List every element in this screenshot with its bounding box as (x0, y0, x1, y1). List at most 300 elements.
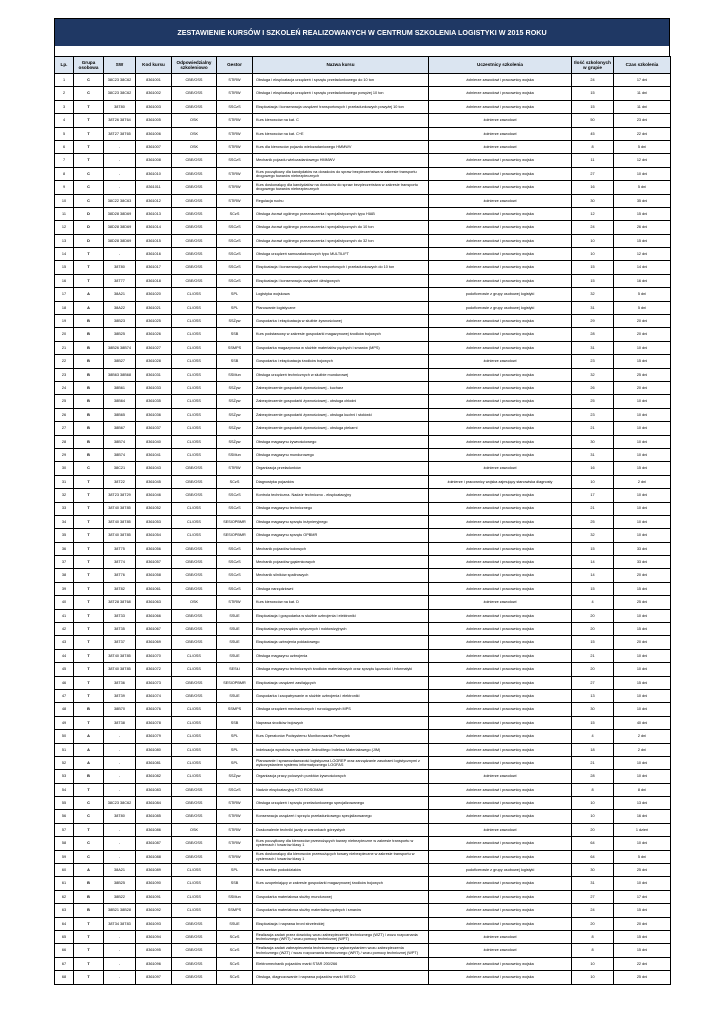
cell-gestor: SCzS (217, 957, 253, 970)
cell-nazwa: Obsługa, diagnozowanie i naprawa pojazdów marki IVECO (253, 971, 429, 984)
cell-grupa: B (74, 341, 104, 354)
cell-lp: 15 (55, 261, 74, 274)
cell-lp: 61 (55, 877, 74, 890)
cell-nazwa: Kurs doskonalący dla kierowców przewożących towary niebezpieczne w zakresie transportu w cysternach i towarów klasy 1 (253, 850, 429, 863)
cell-ilosc: 21 (572, 649, 614, 662)
cell-kod: 8361005 (136, 114, 172, 127)
cell-lp: 24 (55, 381, 74, 394)
table-row (55, 904, 671, 917)
cell-sw: - (104, 730, 136, 743)
cell-nazwa: Obsługa i eksploatacja urządzeń i sprzętu przeładunkowego do 10 ton (253, 74, 429, 87)
cell-czas: 17 dni (614, 890, 671, 903)
cell-kod: 8361095 (136, 944, 172, 957)
cell-gestor: SSCzS (217, 489, 253, 502)
cell-ilosc: 15 (572, 542, 614, 555)
cell-kod: 8361085 (136, 810, 172, 823)
cell-kod: 8361033 (136, 381, 172, 394)
cell-nazwa: Mechanik pojazdów gąsienicowych (253, 556, 429, 569)
cell-ilosc: 17 (572, 489, 614, 502)
cell-grupa: T (74, 114, 104, 127)
cell-sw: 38T40 38T85 (104, 649, 136, 662)
cell-gestor: SCzS (217, 971, 253, 984)
cell-grupa: T (74, 971, 104, 984)
cell-uczestnicy: żołnierze zawodowi i pracownicy wojska (429, 515, 572, 528)
cell-gestor: SESIOPBMR (217, 676, 253, 689)
cell-gestor: STIRW (217, 462, 253, 475)
cell-gestor: SPL (217, 301, 253, 314)
cell-grupa: T (74, 529, 104, 542)
cell-ilosc: 30 (572, 703, 614, 716)
cell-lp: 57 (55, 823, 74, 836)
cell-kod: 8361087 (136, 837, 172, 850)
cell-odpowiedzialny: CBE/OSS (172, 207, 217, 220)
cell-uczestnicy: żołnierze zawodowi i pracownicy wojska (429, 850, 572, 863)
cell-grupa: T (74, 154, 104, 167)
cell-grupa: B (74, 770, 104, 783)
cell-uczestnicy: żołnierze zawodowi i pracownicy wojska (429, 435, 572, 448)
cell-czas: 20 dni (614, 917, 671, 930)
cell-uczestnicy: żołnierze zawodowi (429, 462, 572, 475)
cell-kod: 8361083 (136, 783, 172, 796)
cell-gestor: SSMun (217, 448, 253, 461)
cell-odpowiedzialny: CL/OSS (172, 422, 217, 435)
cell-odpowiedzialny: CL/OSS (172, 730, 217, 743)
cell-ilosc: 15 (572, 636, 614, 649)
cell-sw: - (104, 931, 136, 944)
cell-odpowiedzialny: CBE/OSS (172, 810, 217, 823)
cell-sw: 38B74 (104, 435, 136, 448)
cell-uczestnicy: żołnierze zawodowi i pracownicy wojska (429, 328, 572, 341)
table-row (55, 609, 671, 622)
cell-gestor: SSMPS (217, 904, 253, 917)
cell-ilosc: 20 (572, 917, 614, 930)
cell-kod: 8361015 (136, 234, 172, 247)
table-row (55, 716, 671, 729)
cell-odpowiedzialny: OSK (172, 596, 217, 609)
cell-czas: 33 dni (614, 542, 671, 555)
cell-ilosc: 10 (572, 234, 614, 247)
cell-czas: 20 dni (614, 636, 671, 649)
cell-nazwa: Gospodarka i eksploatacja w służbie żywnościowej (253, 315, 429, 328)
cell-uczestnicy: żołnierze zawodowi i pracownicy wojska (429, 623, 572, 636)
cell-odpowiedzialny: CBE/OSS (172, 582, 217, 595)
cell-odpowiedzialny: CL/OSS (172, 301, 217, 314)
cell-lp: 27 (55, 422, 74, 435)
header-lp: Lp. (55, 57, 74, 74)
cell-lp: 36 (55, 542, 74, 555)
cell-grupa: T (74, 596, 104, 609)
cell-odpowiedzialny: OSK (172, 823, 217, 836)
cell-uczestnicy: żołnierze zawodowi i pracownicy wojska (429, 181, 572, 194)
cell-ilosc: 14 (572, 569, 614, 582)
cell-odpowiedzialny: CBE/OSS (172, 167, 217, 180)
cell-odpowiedzialny: CL/OSS (172, 408, 217, 421)
cell-sw: 38B27 (104, 355, 136, 368)
cell-odpowiedzialny: CBE/OSS (172, 944, 217, 957)
cell-odpowiedzialny: CL/OSS (172, 315, 217, 328)
cell-uczestnicy: żołnierze zawodowi i pracownicy wojska (429, 703, 572, 716)
cell-ilosc: 16 (572, 462, 614, 475)
cell-gestor: SSCzS (217, 100, 253, 113)
cell-grupa: B (74, 703, 104, 716)
cell-gestor: SSMPS (217, 703, 253, 716)
cell-odpowiedzialny: CL/OSS (172, 502, 217, 515)
cell-nazwa: Eksploatacja i naprawa broni strzeleckiej (253, 917, 429, 930)
cell-czas: 10 dni (614, 502, 671, 515)
cell-sw: - (104, 783, 136, 796)
cell-grupa: T (74, 274, 104, 287)
cell-sw: 38T40 38T85 (104, 502, 136, 515)
cell-nazwa: Obsługa magazynu żywnościowego (253, 435, 429, 448)
cell-ilosc: 10 (572, 957, 614, 970)
cell-nazwa: Mechanik silników spalinowych (253, 569, 429, 582)
cell-sw: 38B63 38B68 (104, 368, 136, 381)
cell-odpowiedzialny: CBE/OSS (172, 74, 217, 87)
cell-czas: 22 dni (614, 957, 671, 970)
cell-nazwa: Logistyka wojskowa (253, 288, 429, 301)
cell-gestor: SCzS (217, 944, 253, 957)
cell-ilosc: 10 (572, 810, 614, 823)
cell-kod: 8361045 (136, 475, 172, 488)
table-row (55, 944, 671, 957)
cell-gestor: STIRW (217, 74, 253, 87)
cell-czas: 10 dni (614, 609, 671, 622)
cell-czas: 15 dni (614, 676, 671, 689)
cell-kod: 8361086 (136, 823, 172, 836)
cell-lp: 13 (55, 234, 74, 247)
cell-gestor: SPL (217, 743, 253, 756)
cell-uczestnicy: żołnierze zawodowi i pracownicy wojska (429, 904, 572, 917)
cell-grupa: C (74, 837, 104, 850)
table-row (55, 931, 671, 944)
cell-uczestnicy: podoficerowie z grupy osobowej logistyki (429, 288, 572, 301)
cell-sw: - (104, 957, 136, 970)
cell-kod: 8361090 (136, 877, 172, 890)
cell-kod: 8361001 (136, 74, 172, 87)
cell-czas: 25 dni (614, 596, 671, 609)
cell-gestor: STIRW (217, 140, 253, 153)
cell-lp: 12 (55, 221, 74, 234)
cell-ilosc: 27 (572, 167, 614, 180)
cell-lp: 14 (55, 248, 74, 261)
cell-uczestnicy: żołnierze zawodowi i pracownicy wojska (429, 489, 572, 502)
cell-czas: 14 dni (614, 261, 671, 274)
cell-kod: 8361008 (136, 154, 172, 167)
cell-lp: 32 (55, 489, 74, 502)
cell-uczestnicy: żołnierze zawodowi i pracownicy wojska (429, 676, 572, 689)
cell-odpowiedzialny: CL/OSS (172, 743, 217, 756)
cell-gestor: SSMun (217, 368, 253, 381)
table-row (55, 74, 671, 87)
cell-kod: 8361084 (136, 797, 172, 810)
cell-kod: 8361094 (136, 931, 172, 944)
cell-nazwa: Kurs doskonalący dla kandydatów na doradców do spraw bezpieczeństwa w zakresie transportu drogowego towarów niebezpiecznych (253, 181, 429, 194)
cell-kod: 8361041 (136, 448, 172, 461)
table-row (55, 221, 671, 234)
cell-nazwa: Obsługa magazynu technicznego (253, 502, 429, 515)
table-row (55, 890, 671, 903)
header-grupa: Grupa osobowa (74, 57, 104, 74)
table-row (55, 837, 671, 850)
cell-kod: 8361012 (136, 194, 172, 207)
cell-uczestnicy: żołnierze zawodowi i pracownicy wojska (429, 877, 572, 890)
cell-lp: 20 (55, 328, 74, 341)
table-row (55, 315, 671, 328)
cell-lp: 56 (55, 810, 74, 823)
cell-nazwa: Elektromechanik pojazdów marki STAR 200/266 (253, 957, 429, 970)
cell-nazwa: Konserwacja urządzeń i sprzętu przeładunkowego specjalizowanego (253, 810, 429, 823)
cell-nazwa: Kurs początkowy dla kierowców przewożących towary niebezpieczne w zakresie transportu w cysternach i towarów klasy 1 (253, 837, 429, 850)
cell-gestor: SSMPS (217, 341, 253, 354)
cell-lp: 7 (55, 154, 74, 167)
cell-lp: 1 (55, 74, 74, 87)
cell-lp: 47 (55, 689, 74, 702)
cell-sw: 38T77 (104, 274, 136, 287)
cell-grupa: T (74, 783, 104, 796)
cell-grupa: A (74, 288, 104, 301)
cell-grupa: T (74, 689, 104, 702)
cell-grupa: A (74, 756, 104, 769)
table-row (55, 422, 671, 435)
cell-nazwa: Regulacja ruchu (253, 194, 429, 207)
cell-uczestnicy: podoficerowie z grupy osobowej logistyki (429, 864, 572, 877)
cell-ilosc: 8 (572, 931, 614, 944)
cell-lp: 28 (55, 435, 74, 448)
cell-sw: - (104, 248, 136, 261)
cell-lp: 48 (55, 703, 74, 716)
cell-nazwa: Eksploatacja i konserwacja urządzeń transportowych i przeładunkowych do 10 ton (253, 261, 429, 274)
cell-grupa: D (74, 234, 104, 247)
cell-czas: 10 dni (614, 649, 671, 662)
cell-lp: 40 (55, 596, 74, 609)
cell-ilosc: 25 (572, 395, 614, 408)
cell-gestor: SSŻyw (217, 315, 253, 328)
cell-lp: 53 (55, 770, 74, 783)
cell-uczestnicy: żołnierze zawodowi i pracownicy wojska (429, 381, 572, 394)
cell-lp: 46 (55, 676, 74, 689)
table-row (55, 515, 671, 528)
table-row (55, 341, 671, 354)
cell-odpowiedzialny: CBE/OSS (172, 489, 217, 502)
cell-ilosc: 8 (572, 944, 614, 957)
cell-kod: 8361096 (136, 957, 172, 970)
table-row (55, 556, 671, 569)
cell-grupa: T (74, 569, 104, 582)
table-row (55, 823, 671, 836)
cell-odpowiedzialny: CBE/OSS (172, 274, 217, 287)
cell-grupa: T (74, 542, 104, 555)
cell-gestor: SSCzS (217, 221, 253, 234)
cell-gestor: SSCzS (217, 582, 253, 595)
cell-kod: 8361082 (136, 770, 172, 783)
cell-uczestnicy: żołnierze zawodowi i pracownicy wojska (429, 917, 572, 930)
cell-grupa: T (74, 515, 104, 528)
cell-czas: 15 dni (614, 904, 671, 917)
cell-czas: 12 dni (614, 248, 671, 261)
cell-kod: 8361018 (136, 274, 172, 287)
cell-ilosc: 25 (572, 515, 614, 528)
cell-czas: 10 dni (614, 837, 671, 850)
cell-nazwa: Obsługa urządzeń samozaładowczych typu MULTILIFT (253, 248, 429, 261)
cell-ilosc: 32 (572, 288, 614, 301)
cell-grupa: T (74, 636, 104, 649)
cell-lp: 35 (55, 529, 74, 542)
table-row (55, 114, 671, 127)
cell-sw: 38A22 (104, 301, 136, 314)
table-row (55, 689, 671, 702)
cell-ilosc: 30 (572, 194, 614, 207)
table-row (55, 797, 671, 810)
cell-sw: - (104, 837, 136, 850)
cell-gestor: STIRW (217, 823, 253, 836)
cell-ilosc: 20 (572, 609, 614, 622)
cell-grupa: C (74, 181, 104, 194)
cell-uczestnicy: żołnierze zawodowi i pracownicy wojska (429, 756, 572, 769)
cell-odpowiedzialny: CBE/OSS (172, 100, 217, 113)
cell-nazwa: Mechanik pojazdu wielozadaniowego HMMWV (253, 154, 429, 167)
cell-gestor: SSŻyw (217, 408, 253, 421)
cell-uczestnicy: żołnierze zawodowi i pracownicy wojska (429, 74, 572, 87)
cell-kod: 8361069 (136, 636, 172, 649)
cell-uczestnicy: żołnierze zawodowi i pracownicy wojska (429, 797, 572, 810)
cell-czas: 10 dni (614, 448, 671, 461)
cell-odpowiedzialny: CL/OSS (172, 368, 217, 381)
cell-kod: 8361076 (136, 703, 172, 716)
cell-gestor: SPL (217, 756, 253, 769)
cell-czas: 25 dni (614, 864, 671, 877)
cell-kod: 8361073 (136, 676, 172, 689)
cell-czas: 10 dni (614, 703, 671, 716)
cell-sw: 38T80 (104, 261, 136, 274)
cell-grupa: T (74, 489, 104, 502)
cell-gestor: SSCzS (217, 556, 253, 569)
cell-grupa: B (74, 395, 104, 408)
cell-uczestnicy: żołnierze zawodowi i pracownicy wojska (429, 957, 572, 970)
cell-gestor: STIRW (217, 167, 253, 180)
table-header-row (55, 57, 671, 74)
cell-nazwa: Eksploatacja przyrządów optycznych i noktowizyjnych (253, 623, 429, 636)
cell-nazwa: Zabezpieczenie gospodarki żywnościowej - obsługa kuchni i stołówki (253, 408, 429, 421)
cell-grupa: T (74, 556, 104, 569)
cell-odpowiedzialny: CBE/OSS (172, 957, 217, 970)
cell-czas: 12 dni (614, 154, 671, 167)
cell-gestor: SESIOPBMR (217, 529, 253, 542)
cell-kod: 8361017 (136, 261, 172, 274)
cell-odpowiedzialny: CL/OSS (172, 649, 217, 662)
cell-uczestnicy: żołnierze zawodowi i pracownicy wojska (429, 663, 572, 676)
table-row (55, 596, 671, 609)
cell-sw: 38B25 (104, 877, 136, 890)
cell-ilosc: 32 (572, 368, 614, 381)
table-row (55, 167, 671, 180)
cell-odpowiedzialny: CBE/OSS (172, 194, 217, 207)
cell-odpowiedzialny: CL/OSS (172, 890, 217, 903)
cell-odpowiedzialny: CL/OSS (172, 328, 217, 341)
cell-kod: 8361046 (136, 489, 172, 502)
cell-nazwa: Obsługa żurawi ogólnego przeznaczenia i specjalistycznych do 10 ton (253, 221, 429, 234)
cell-kod: 8361057 (136, 556, 172, 569)
cell-grupa: C (74, 74, 104, 87)
table-row (55, 529, 671, 542)
cell-sw: 38B65 (104, 408, 136, 421)
cell-odpowiedzialny: CL/OSS (172, 355, 217, 368)
cell-gestor: STIRW (217, 810, 253, 823)
cell-ilosc: 13 (572, 689, 614, 702)
cell-uczestnicy: podoficerowie z grupy osobowej logistyki (429, 301, 572, 314)
cell-kod: 8361092 (136, 904, 172, 917)
header-nazwa: Nazwa kursu (253, 57, 429, 74)
cell-uczestnicy: żołnierze zawodowi i pracownicy wojska (429, 395, 572, 408)
cell-sw: 38T34 38T83 (104, 917, 136, 930)
cell-lp: 5 (55, 127, 74, 140)
cell-lp: 16 (55, 274, 74, 287)
cell-sw: 38T22 (104, 475, 136, 488)
cell-czas: 15 dni (614, 944, 671, 957)
cell-odpowiedzialny: CBE/OSS (172, 931, 217, 944)
cell-gestor: SCzS (217, 475, 253, 488)
cell-grupa: T (74, 261, 104, 274)
cell-ilosc: 18 (572, 743, 614, 756)
cell-ilosc: 26 (572, 381, 614, 394)
cell-czas: 15 dni (614, 207, 671, 220)
table-row (55, 234, 671, 247)
cell-ilosc: 10 (572, 475, 614, 488)
document (54, 18, 670, 985)
cell-nazwa: Zabezpieczenie gospodarki żywnościowej - kucharz (253, 381, 429, 394)
cell-odpowiedzialny: CL/OSS (172, 703, 217, 716)
cell-lp: 21 (55, 341, 74, 354)
cell-uczestnicy: żołnierze zawodowi (429, 823, 572, 836)
cell-czas: 16 dni (614, 810, 671, 823)
cell-nazwa: Kurs dla kierowców pojazdu wielozadaniowego HMMWV (253, 140, 429, 153)
cell-nazwa: Kontrola techniczna. Nadzór techniczno - eksploatacyjny (253, 489, 429, 502)
cell-odpowiedzialny: CBE/OSS (172, 475, 217, 488)
cell-odpowiedzialny: CL/OSS (172, 529, 217, 542)
cell-kod: 8361040 (136, 435, 172, 448)
cell-czas: 15 dni (614, 582, 671, 595)
cell-odpowiedzialny: CBE/OSS (172, 181, 217, 194)
cell-sw: 38A21 (104, 864, 136, 877)
cell-odpowiedzialny: OSK (172, 114, 217, 127)
cell-gestor: SCzS (217, 207, 253, 220)
cell-ilosc: 30 (572, 435, 614, 448)
cell-grupa: C (74, 462, 104, 475)
cell-uczestnicy: żołnierze zawodowi i pracownicy wojska (429, 221, 572, 234)
cell-kod: 8361066 (136, 609, 172, 622)
table-row (55, 328, 671, 341)
cell-nazwa: Naprawa środków bojowych (253, 716, 429, 729)
cell-uczestnicy: żołnierze zawodowi i pracownicy wojska (429, 636, 572, 649)
cell-odpowiedzialny: CBE/OSS (172, 837, 217, 850)
cell-ilosc: 32 (572, 529, 614, 542)
cell-grupa: A (74, 730, 104, 743)
cell-odpowiedzialny: CBE/OSS (172, 971, 217, 984)
cell-gestor: SSB (217, 877, 253, 890)
cell-gestor: SSŻyw (217, 770, 253, 783)
cell-sw: 38B25 (104, 328, 136, 341)
table-row (55, 381, 671, 394)
cell-ilosc: 10 (572, 248, 614, 261)
cell-sw: 38B67 (104, 422, 136, 435)
cell-uczestnicy: żołnierze zawodowi i pracownicy wojska (429, 274, 572, 287)
cell-gestor: STIRW (217, 837, 253, 850)
cell-kod: 8361070 (136, 649, 172, 662)
cell-nazwa: Obsługa żurawi ogólnego przeznaczenia i specjalistycznych do 32 ton (253, 234, 429, 247)
table-row (55, 743, 671, 756)
table-row (55, 127, 671, 140)
cell-ilosc: 28 (572, 328, 614, 341)
cell-nazwa: Realizacja zadań zabezpieczenia technicznego z wykorzystaniem wozu zabezpieczenia technicznego (WZT) / wozu rozpoznania technicznego (WRT) / wozu pomocy technicznej (WPT) (253, 944, 429, 957)
